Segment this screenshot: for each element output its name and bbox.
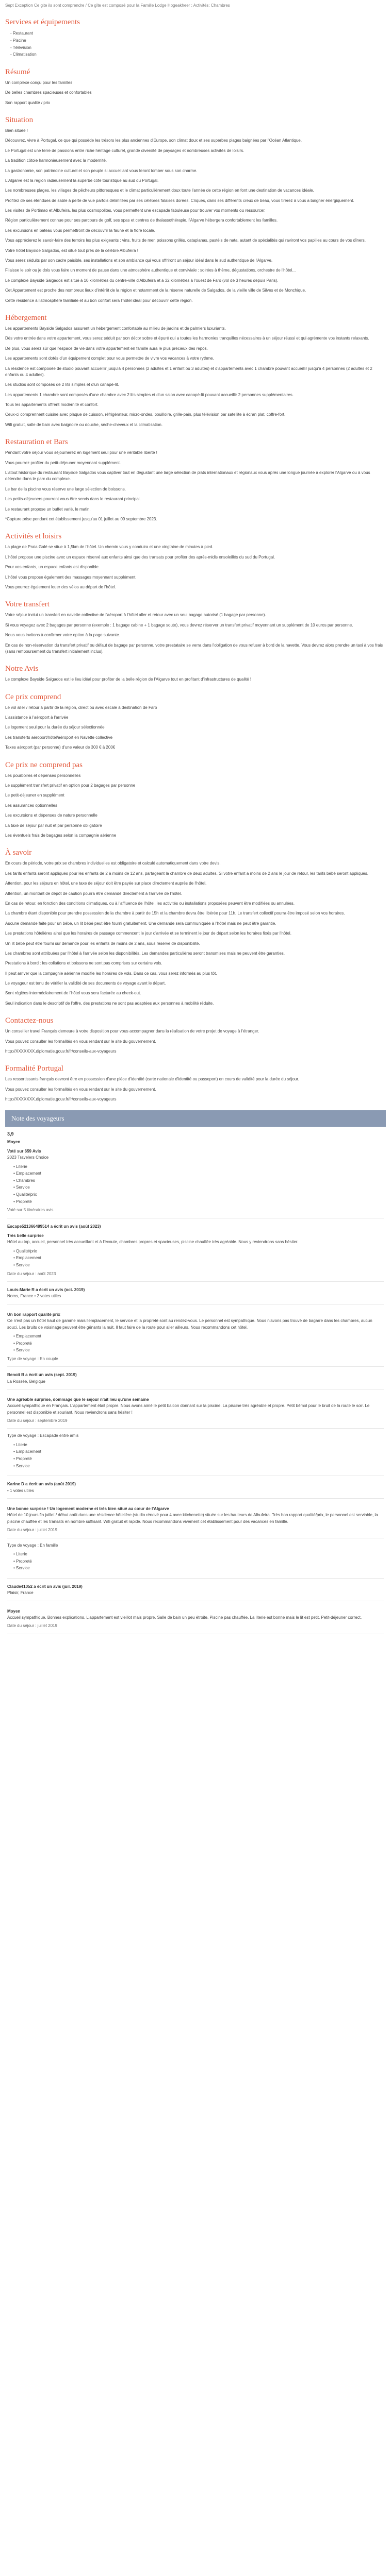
transfert-body — [5, 612, 386, 655]
review-meta: Date du séjour : juillet 2019 — [7, 1528, 57, 1533]
ce-prix-body — [5, 705, 386, 751]
paragraph: De plus, vous serez sûr que l'espace de vie dans votre appartement en famille aura le plus précieux des repos. — [5, 346, 208, 351]
hebergement-title: Hébergement — [5, 313, 47, 322]
activites-body — [5, 544, 386, 590]
review-item — [7, 1127, 384, 1218]
review-title: Une bonne surprise ! Un logement moderne et très bien situé au cœur de l'Algarve — [7, 1506, 169, 1511]
paragraph: L'hôtel propose une piscine avec un espace réservé aux enfants ainsi que des transats pour profiter des après-midis ensoleillés du sud du Portugal. — [5, 554, 275, 560]
review-text: Accueil sympathique. Bonnes explications. L'appartement est vieillot mais propre. Salle de bain un peu étroite. Piscine pas chauffée. La literie est bonne mais le lit est petit. Petit-déjeuner correct. — [7, 1615, 362, 1620]
paragraph: Les chambres sont attribuées par l'hôtel à l'arrivée selon les disponibilités. Les demandes particulières seront transmises mais ne peuvent être garanties. — [5, 951, 285, 956]
review-item — [7, 1282, 384, 1304]
paragraph: http://XXXXXXX.diplomatie.gouv.fr/fr/conseils-aux-voyageurs — [5, 1049, 117, 1054]
review-criterion: • Propreté — [13, 1455, 384, 1463]
paragraph: Les nombreuses plages, les villages de pêcheurs pittoresques et le climat particulièrement doux toute l'année de cette région en font une destination de vacances idéale. — [5, 188, 314, 193]
review-item — [7, 1538, 384, 1579]
paragraph: De belles chambres spacieuses et confortables — [5, 90, 92, 95]
review-criteria-list — [7, 1551, 384, 1572]
paragraph: Prestations à bord : les collations et boissons ne sont pas comprises sur certains vols. — [5, 961, 162, 966]
ne-comprend-body — [5, 773, 386, 839]
review-item — [7, 1218, 384, 1282]
review-item — [7, 1499, 384, 1538]
review-text: Hôtel au top, accueil, personnel très accueillant et à l'écoute, chambres propres et spacieuses, piscine chauffée très agréable. Nous y reviendrons sans hésiter. — [7, 1240, 299, 1245]
paragraph: Sont réglées intermédiairement de l'hôtel vous sera facturée au check-out. — [5, 991, 141, 996]
review-author: Escape521366489514 a écrit un avis (août 2023) — [7, 1224, 101, 1229]
formalite-section — [5, 1064, 386, 1103]
review-criterion: • Service — [13, 1262, 384, 1269]
review-title: Moyen — [7, 1608, 21, 1614]
paragraph: Les petits-déjeuners pourront vous être servis dans le restaurant principal. — [5, 497, 141, 502]
paragraph: Le complexe Bayside Salgados est situé à 10 kilomètres du centre-ville d'Albufeira et à 32 kilomètres à l'ouest de Faro (vol de 3 heures depuis Paris). — [5, 278, 279, 283]
paragraph: Vous pourrez également louer des vélos au départ de l'hôtel. — [5, 584, 116, 589]
situation-body — [5, 128, 386, 304]
review-text: Noms, France • 2 votes utiles — [7, 1294, 61, 1299]
review-item — [7, 1389, 384, 1429]
review-criterion: • Emplacement — [13, 1255, 384, 1262]
review-criterion: • Qualité/prix — [13, 1248, 384, 1255]
resume-body — [5, 80, 386, 106]
review-criteria-list — [7, 1163, 384, 1206]
paragraph: La taxe de séjour par nuit et par personne obligatoire — [5, 823, 102, 828]
paragraph: En cours de période, votre prix se chambres individuelles est obligatoire et calculé automatiquement dans votre devis. — [5, 861, 221, 866]
paragraph: Ceux-ci comprennent cuisine avec plaque de cuisson, réfrigérateur, micro-ondes, bouilloire, grille-pain, plus télévision par satellite à écran plat, coffre-fort. — [5, 412, 286, 417]
paragraph: La résidence est composée de studio pouvant accueillir jusqu'à 4 personnes (2 adultes et 1 enfant ou 3 adultes) et d'appartements avec 1 chambre pouvant accueillir jusqu'à 4 personnes (2 adultes et 2 enfants ou 4 adultes). — [5, 366, 372, 377]
paragraph: Nous vous invitons à confirmer votre option à la page suivante. — [5, 633, 120, 638]
review-text: Ce n'est pas un hôtel haut de gamme mais l'emplacement, le service et la propreté sont au rendez-vous. Le personnel est sympathique. Nous n'avons pas trouvé de bagarre dans les chambres, aucun souci. Les bruits de voisinage peuvent être gênants la nuit. Il faut faire de la route pour aller ailleurs. Nous recommandons cet hôtel. — [7, 1318, 372, 1330]
list-item: - Piscine — [10, 37, 386, 44]
paragraph: Wifi gratuit, salle de bain avec baignoire ou douche, sèche-cheveux et la climatisation. — [5, 422, 163, 427]
review-item — [7, 1304, 384, 1367]
review-text: 2023 Travelers Choice — [7, 1155, 49, 1160]
review-criterion: • Propreté — [13, 1340, 384, 1347]
contact-body — [5, 1028, 386, 1055]
paragraph: Les excursions et dépenses de nature personnelle — [5, 813, 97, 818]
review-criterion: • Propreté — [13, 1198, 384, 1206]
restauration-body — [5, 450, 386, 522]
restauration-title: Restauration et Bars — [5, 438, 68, 447]
page — [5, 0, 386, 1645]
review-text: Type de voyage : En famille — [7, 1543, 58, 1548]
review-criterion: • Emplacement — [13, 1170, 384, 1177]
paragraph: Les éventuels frais de bagages selon la compagnie aérienne — [5, 833, 117, 838]
situation-title: Situation — [5, 115, 34, 124]
paragraph: Bien située ! — [5, 128, 28, 133]
paragraph: Le complexe Bayside Salgados est le lieu idéal pour profiter de la belle région de l'Algarve tout en profitant d'infrastructures de qualité ! — [5, 677, 252, 682]
review-meta: Voté sur 5 itinéraires avis — [7, 1208, 54, 1213]
paragraph: Filaisse le soir ou je dois vous faire un moment de pause dans une atmosphère authentique et conviviale : soirées à thème, dégustations, orchestre de l'hôtel... — [5, 268, 296, 273]
review-criterion: • Service — [13, 1463, 384, 1470]
paragraph: Un conseiller travel Français demeure à votre disposition pour vous accompagner dans la réalisation de votre projet de voyage à l'étranger. — [5, 1029, 259, 1034]
review-meta: Type de voyage : En couple — [7, 1356, 58, 1361]
paragraph: Le voyageur est tenu de vérifier la validité de ses documents de voyage avant le départ. — [5, 981, 166, 986]
review-title: Une agréable surprise, dommage que le séjour n'ait lieu qu'une semaine — [7, 1397, 149, 1402]
paragraph: Région particulièrement connue pour ses parcours de golf, ses spas et centres de thalassothérapie, l'Algarve hébergera confortablement les familles. — [5, 218, 278, 223]
paragraph: L'Algarve est la région radieusement la superbe côte touristique au sud du Portugal. — [5, 178, 159, 183]
paragraph: Vous pouvez consulter les formalités en vous rendant sur le site du gouvernement. — [5, 1039, 156, 1044]
paragraph: Votre hôtel Bayside Salgados, est situé tout près de la célèbre Albufeira ! — [5, 248, 138, 253]
resume-section — [5, 67, 386, 106]
transfert-section — [5, 600, 386, 655]
review-text: Accueil sympathique en Français. L'appartement était propre. Nous avons aimé le petit balcon donnant sur la piscine. La piscine très agréable et propre. Petit bémol pour le bruit de la route le soir. Le personnel est disponible et souriant. Nous reviendrons sans hésiter ! — [7, 1403, 370, 1415]
review-meta: Date du séjour : septembre 2019 — [7, 1418, 68, 1423]
paragraph: Les appartements 1 chambre sont composés d'une chambre avec 2 lits simples et d'un salon avec canapé-lit pouvant accueillir 2 personnes supplémentaires. — [5, 392, 294, 397]
review-criterion: • Qualité/prix — [13, 1191, 384, 1198]
review-author: Benoit B a écrit un avis (sept. 2019) — [7, 1372, 77, 1378]
paragraph: L'atout historique du restaurant Bayside Salgados vous captiver tout en dégustant une large sélection de plats internationaux et régionaux vous après une longue journée à explorer l'Algarve ou à vous détendre dans le parc du complexe. — [5, 470, 370, 482]
paragraph: Pour vos enfants, un espace enfants est disponible. — [5, 565, 100, 570]
paragraph: Pendant votre séjour vous séjournerez en logement seul pour une véritable liberté ! — [5, 450, 157, 455]
review-item — [7, 1429, 384, 1476]
paragraph: Le logement seul pour la durée du séjour sélectionnée — [5, 725, 105, 730]
paragraph: La plage de Praia Galé se situe à 1,5km de l'hôtel. Un chemin vous y conduira et une vingtaine de minutes à pied. — [5, 545, 214, 550]
review-item — [7, 1476, 384, 1499]
paragraph: Attention, un montant de dépôt de caution pourra être demandé directement à l'arrivée de l'hôtel. — [5, 891, 182, 896]
review-criteria-list — [7, 1442, 384, 1469]
paragraph: Un complexe conçu pour les familles — [5, 80, 73, 85]
paragraph: La gastronomie, son patrimoine culturel et son peuple si accueillant vous feront tomber sous son charme. — [5, 168, 198, 173]
paragraph: Vous pourrez profiter du petit-déjeuner moyennant supplément. — [5, 460, 121, 465]
list-item: - Télévision — [10, 44, 386, 52]
review-criterion: • Propreté — [13, 1558, 384, 1565]
paragraph: Le vol aller / retour à partir de la région, direct ou avec escale à destination de Faro — [5, 705, 157, 710]
paragraph: Cette résidence à l'atmosphère familiale et au bon confort sera l'hôtel idéal pour découvrir cette région. — [5, 298, 193, 303]
list-item: - Restaurant — [10, 30, 386, 37]
paragraph: L'assistance à l'aéroport à l'arrivée — [5, 715, 69, 720]
activites-section — [5, 532, 386, 590]
ce-prix-section — [5, 692, 386, 751]
paragraph: Attention, pour les séjours en hôtel, une taxe de séjour doit être payée sur place directement auprès de l'hôtel. — [5, 881, 207, 886]
services-section — [5, 18, 386, 58]
review-criterion: • Emplacement — [13, 1333, 384, 1340]
paragraph: Les appartements Bayside Salgados assurent un hébergement confortable au milieu de jardins et de palmiers luxuriants. — [5, 326, 226, 331]
paragraph: Le restaurant propose un buffet varié, le matin. — [5, 506, 91, 512]
paragraph: Les appartements sont dotés d'un équipement complet pour vous permettre de vivre vos vacances à votre rythme. — [5, 356, 214, 361]
paragraph: *Capture prise pendant cet établissement jusqu'au 01 juillet au 09 septembre 2023. — [5, 517, 157, 521]
review-title: Voté sur 659 Avis — [7, 1148, 41, 1154]
review-text: La Rossée, Belgique — [7, 1379, 45, 1384]
savoir-section — [5, 848, 386, 1007]
paragraph: En cas de non-réservation du transfert privatif ou défaut de bagage par personne, votre prestataire se verra dans l'obligation de vous refuser à bord de la navette. Vous devrez alors prendre un taxi à vos frais (sans remboursement du transfert initialement inclus). — [5, 642, 383, 654]
review-criterion: • Service — [13, 1565, 384, 1572]
paragraph: Vous pouvez consulter les formalités en vous rendant sur le site du gouvernement. — [5, 1087, 156, 1092]
paragraph: Les transferts aéroport/hôtel/aéroport en Navette collective — [5, 735, 113, 740]
review-item — [7, 1579, 384, 1601]
paragraph: Les excursions en bateau vous permettront de découvrir la faune et la flore locale. — [5, 228, 155, 233]
hebergement-body — [5, 326, 386, 428]
paragraph: L'hôtel vous propose également des massages moyennant supplément. — [5, 574, 137, 580]
ce-prix-title: Ce prix comprend — [5, 692, 61, 701]
formalite-title: Formalité Portugal — [5, 1064, 63, 1073]
paragraph: Aucune demande faite pour un bébé, un lit bébé peut être fourni gratuitement. Une demande sera communiquée à l'hôtel mais ne peut être garantie. — [5, 921, 276, 926]
list-item: - Climatisation — [10, 51, 386, 58]
notre-avis-section — [5, 664, 386, 683]
paragraph: http://XXXXXXX.diplomatie.gouv.fr/fr/conseils-aux-voyageurs — [5, 1097, 117, 1102]
review-title: Très belle surprise — [7, 1233, 44, 1239]
paragraph: La tradition côtoie harmonieusement avec la modernité. — [5, 158, 107, 163]
paragraph: La chambre étant disponible pour prendre possession de la chambre à partir de 15h et la chambre devra être libérée pour 11h. Le transfert collectif pourra être imposé selon vos horaires. — [5, 911, 345, 916]
paragraph: Votre séjour inclut un transfert en navette collective de l'aéroport à l'hôtel aller et retour avec un seul bagage autorisé (1 bagage par personne). — [5, 613, 266, 618]
paragraph: Un lit bébé peut être fourni sur demande pour les enfants de moins de 2 ans, sous réserve de disponibilité. — [5, 941, 200, 946]
paragraph: Les assurances optionnelles — [5, 803, 57, 808]
review-author: Claude41052 a écrit un avis (juil. 2019) — [7, 1584, 83, 1589]
contact-title: Contactez-nous — [5, 1016, 54, 1025]
review-criterion: • Literie — [13, 1163, 384, 1171]
review-criterion: • Chambres — [13, 1177, 384, 1184]
paragraph: Seul indication dans le descriptif de l'offre, des prestations ne sont pas adaptées aux personnes à mobilité réduite. — [5, 1001, 214, 1006]
paragraph: Le bar de la piscine vous réserve une large sélection de boissons. — [5, 486, 126, 492]
paragraph: Il peut arriver que la compagnie aérienne modifie les horaires de vols. Dans ce cas, vous serez informés au plus tôt. — [5, 971, 217, 976]
review-criterion: • Service — [13, 1347, 384, 1354]
ne-comprend-title: Ce prix ne comprend pas — [5, 760, 83, 769]
paragraph: Son rapport qualité / prix — [5, 100, 51, 105]
formalite-body — [5, 1076, 386, 1103]
contact-section — [5, 1016, 386, 1055]
ne-comprend-section — [5, 760, 386, 839]
review-meta: Date du séjour : juillet 2019 — [7, 1623, 57, 1629]
review-criterion: • Literie — [13, 1551, 384, 1558]
resume-title: Résumé — [5, 67, 30, 76]
review-criteria-list — [7, 1248, 384, 1269]
savoir-body — [5, 860, 386, 1007]
notre-avis-title: Notre Avis — [5, 665, 39, 673]
review-criterion: • Service — [13, 1184, 384, 1191]
paragraph: Tous les appartements offrent modernité et confort. — [5, 402, 99, 408]
paragraph: Le supplément transfert privatif en option pour 2 bagages par personne — [5, 783, 136, 788]
situation-section — [5, 115, 386, 304]
paragraph: En cas de retour, en fonction des conditions climatiques, ou à l'affluence de l'hôtel, les activités ou installations proposées peuvent être modifiées ou annulées. — [5, 901, 295, 906]
breadcrumb: Sept Exception Ce gite ils sont comprendre / Ce gîte est composé pour la Famille Lodge Hogeakheer : Activités: Chambres — [5, 3, 230, 8]
paragraph: Les studios sont composés de 2 lits simples et d'un canapé-lit. — [5, 382, 119, 387]
paragraph: Le petit-déjeuner en supplément — [5, 793, 64, 798]
review-item — [7, 1367, 384, 1389]
paragraph: Profitez de ses étendues de sable à perte de vue parfois délimitées par ses célèbres falaises dorées. Criques, dans ses différents creux de beau, vous tirerez à vous a baigner énergiquement. — [5, 198, 354, 203]
review-author: Moyen — [7, 1139, 21, 1144]
review-text: Hôtel de 10 jours fin juillet / début août dans une résidence hôtelière (studio rénové pour 4 avec kitchenette) située sur les hauteurs de Albufeira. Très bon rapport qualité/prix, le personnel est serviable, la piscine chauffée et les transats en nombre suffisant. Wifi gratuit et rapide. Nous recommandons vivement cet établissement pour des vacances en famille. — [7, 1513, 378, 1524]
paragraph: Les tarifs enfants seront appliqués pour les enfants de 2 à moins de 12 ans, partageant la chambre de deux adultes. Si votre enfant a moins de 2 ans le jour de retour, les tarifs bébé seront appliqués. — [5, 871, 368, 876]
reviews-list — [5, 1127, 386, 1634]
review-text: Plaisir, France — [7, 1590, 34, 1596]
paragraph: Si vous voyagez avec 2 bagages par personne (exemple : 1 bagage cabine + 1 bagage soute), vous devrez réserver un transfert privatif moyennant un supplément de 10 euros par personne. — [5, 622, 353, 628]
review-criterion: • Emplacement — [13, 1448, 384, 1455]
paragraph: Le Portugal est une terre de passions entre riche héritage culturel, grande diversité de paysages et nombreuses activités de loisirs. — [5, 148, 245, 153]
review-text: Type de voyage : Escapade entre amis — [7, 1433, 79, 1438]
activites-title: Activités et loisirs — [5, 532, 62, 541]
paragraph: Les pourboires et dépenses personnelles — [5, 773, 81, 778]
services-list — [5, 30, 386, 58]
review-criterion: • Literie — [13, 1442, 384, 1449]
notre-avis-body — [5, 676, 386, 683]
review-title: Un bon rapport qualité prix — [7, 1312, 60, 1317]
restauration-section — [5, 437, 386, 522]
review-score: 3,9 — [7, 1131, 14, 1137]
services-title: Services et équipements — [5, 18, 80, 27]
review-criteria-list — [7, 1333, 384, 1354]
reviews-banner: Note des voyageurs — [5, 1110, 386, 1127]
review-author: Karine D a écrit un avis (août 2019) — [7, 1482, 76, 1487]
paragraph: Vous serez séduits par son cadre paisible, ses installations et son ambiance qui vous offriront un séjour idéal dans le sud authentique de l'Algarve. — [5, 258, 273, 263]
paragraph: Vous apprécierez le savoir-faire des terroirs les plus exigeants : vins, fruits de mer, poissons grillés, cataplanas, pastéis de nata, autant de spécialités qui raviront vos papilles au cours de vos dîners. — [5, 238, 366, 243]
review-item — [7, 1601, 384, 1634]
review-text: • 1 votes utiles — [7, 1488, 34, 1493]
paragraph: Les ressortissants français devront être en possession d'une pièce d'identité (carte nationale d'identité ou passeport) en cours de validité pour la durée du séjour. — [5, 1077, 299, 1082]
paragraph: Les prestations hôtelières ainsi que les horaires de passage commencent le jour d'arrivée et se terminent le jour de départ selon les horaires fixés par l'hôtel. — [5, 931, 291, 936]
hebergement-section — [5, 313, 386, 428]
paragraph: Cet Appartement est proche des nombreux lieux d'intérêt de la région et notamment de la réserve naturelle de Salgados, de la vieille ville de Silves et de Monchique. — [5, 288, 306, 293]
review-author: Louis-Marie R a écrit un avis (oct. 2019) — [7, 1287, 85, 1292]
paragraph: Les visites de Portimao et Albufeira, les plus cosmopolites, vous permettent une escapade fabuleuse pour trouver vos moments ou ressourcer. — [5, 208, 266, 213]
review-meta: Date du séjour : août 2023 — [7, 1271, 56, 1276]
paragraph: Taxes aéroport (par personne) d'une valeur de 300 € à 200€ — [5, 745, 116, 750]
transfert-title: Votre transfert — [5, 600, 50, 609]
paragraph: Dès votre entrée dans votre appartement, vous serez séduit par son décor sobre et épuré qui a toutes les harmonies tranquilles nécessaires à un séjour réussi et qui agrémente vos instants relaxants. — [5, 336, 369, 341]
paragraph: Découvrez, vivre à Portugal, ce que qui possède les trésors les plus anciennes d'Europe, son climat doux et ses superbes plages baignées par l'Océan Atlantique. — [5, 138, 302, 143]
savoir-title: À savoir — [5, 849, 32, 857]
